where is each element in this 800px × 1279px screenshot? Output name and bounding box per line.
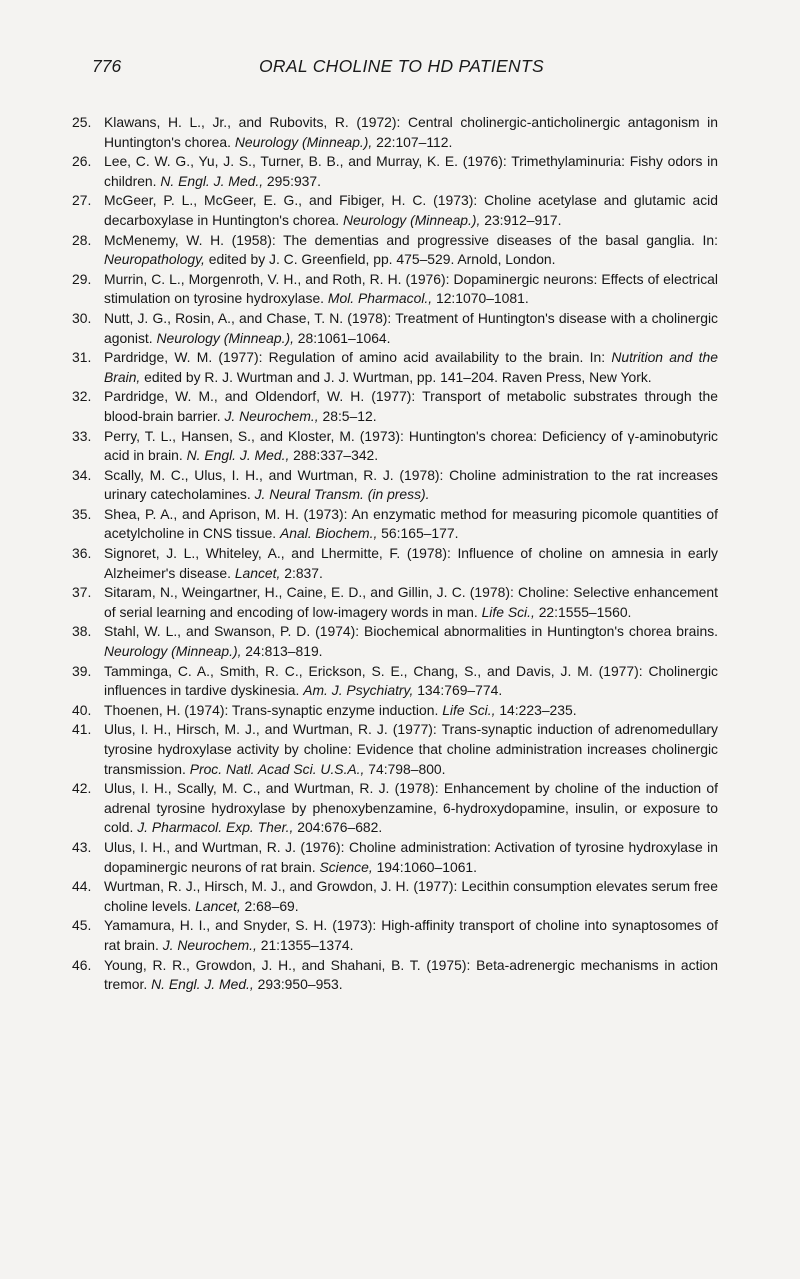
reference-segment: 14:223–235.: [495, 701, 577, 718]
reference-number: 30.: [72, 309, 92, 326]
reference-item: [72, 544, 718, 583]
reference-number: 27.: [72, 192, 92, 209]
reference-segment: Signoret, J. L., Whiteley, A., and Lhermitte, F. (1978): Influence of choline on amnesia in early Alzheimer's disease.: [104, 545, 718, 581]
reference-segment: edited by R. J. Wurtman and J. J. Wurtman, pp. 141–204. Raven Press, New York.: [140, 368, 652, 385]
reference-text: [104, 152, 718, 191]
reference-segment: Klawans, H. L., Jr., and Rubovits, R. (1972): Central cholinergic-anticholinergic antagonism in Huntington's chorea.: [104, 114, 718, 150]
reference-item: [72, 838, 718, 877]
running-title: ORAL CHOLINE TO HD PATIENTS: [259, 56, 544, 76]
reference-source: Neurology (Minneap.),: [234, 133, 373, 150]
reference-source: Neurology (Minneap.),: [156, 329, 294, 346]
reference-number: 37.: [72, 584, 92, 601]
reference-segment: Nutt, J. G., Rosin, A., and Chase, T. N. (1978): Treatment of Huntington's disease with a cholinergic agonist.: [104, 309, 718, 346]
reference-segment: Pardridge, W. M. (1977): Regulation of amino acid availability to the brain. In:: [104, 349, 612, 366]
reference-segment: McMenemy, W. H. (1958): The dementias and progressive diseases of the basal ganglia. In:: [104, 231, 718, 248]
reference-text: [104, 544, 718, 583]
reference-text: [104, 113, 718, 152]
reference-segment: 12:1070–1081.: [432, 290, 529, 307]
reference-text: [104, 231, 718, 270]
reference-segment: Perry, T. L., Hansen, S., and Kloster, M. (1973): Huntington's chorea: Deficiency of γ-aminobutyric acid in brain.: [104, 427, 718, 464]
reference-segment: 22:107–112.: [372, 133, 453, 150]
reference-segment: 21:1355–1374.: [256, 936, 354, 953]
reference-segment: Tamminga, C. A., Smith, R. C., Erickson, S. E., Chang, S., and Davis, J. M. (1977): Cholinergic influences in tardive dyskinesia.: [104, 662, 718, 699]
reference-segment: 194:1060–1061.: [372, 858, 478, 875]
reference-number: 45.: [72, 917, 92, 934]
reference-item: [72, 916, 718, 955]
reference-number: 46.: [72, 956, 92, 973]
reference-number: 32.: [72, 388, 92, 405]
reference-text: [104, 662, 718, 701]
reference-segment: 56:165–177.: [377, 525, 459, 542]
reference-text: [104, 427, 718, 466]
reference-item: [72, 779, 718, 838]
reference-text: [104, 270, 718, 309]
reference-item: [72, 191, 718, 230]
page-header: [0, 56, 800, 78]
reference-number: 39.: [72, 662, 92, 679]
reference-item: [72, 720, 718, 779]
reference-segment: Murrin, C. L., Morgenroth, V. H., and Roth, R. H. (1976): Dopaminergic neurons: Effects of electrical stimulation on tyrosine hydroxylase.: [104, 270, 718, 307]
reference-number: 31.: [72, 349, 92, 366]
reference-text: [104, 720, 718, 779]
reference-item: [72, 231, 718, 270]
reference-number: 35.: [72, 505, 92, 522]
reference-text: [104, 309, 718, 348]
reference-segment: 293:950–953.: [253, 976, 343, 993]
reference-number: 36.: [72, 545, 92, 562]
reference-segment: 288:337–342.: [289, 447, 379, 464]
reference-segment: McGeer, P. L., McGeer, E. G., and Fibiger, H. C. (1973): Choline acetylase and glutamic acid decarboxylase in Huntington's chorea.: [104, 192, 718, 228]
reference-segment: 24:813–819.: [241, 643, 323, 660]
reference-item: [72, 956, 718, 995]
reference-number: 42.: [72, 780, 92, 797]
reference-source: Neuropathology,: [104, 251, 205, 268]
reference-text: [104, 956, 718, 995]
reference-source: Science,: [319, 858, 373, 875]
reference-item: [72, 877, 718, 916]
reference-text: [104, 348, 718, 387]
reference-text: [104, 779, 718, 838]
reference-segment: Sitaram, N., Weingartner, H., Caine, E. D., and Gillin, J. C. (1978): Choline: Selective enhancement of serial learning and encoding of low-imagery words in man.: [104, 584, 718, 620]
reference-source: Life Sci.,: [481, 603, 535, 620]
reference-source: J. Neurochem.,: [162, 936, 257, 953]
reference-number: 25.: [72, 114, 92, 130]
reference-source: Life Sci.,: [442, 701, 496, 718]
reference-segment: Ulus, I. H., Hirsch, M. J., and Wurtman, R. J. (1977): Trans-synaptic induction of adrenomedullary tyrosine hydroxylase activity by choline: Evidence that choline administration increases cholinergic transmission.: [104, 721, 718, 777]
reference-source: J. Neurochem.,: [224, 407, 319, 424]
reference-text: [104, 701, 718, 721]
reference-item: [72, 113, 718, 152]
page-number: 776: [92, 56, 122, 76]
reference-text: [104, 191, 718, 230]
reference-text: [104, 877, 718, 916]
reference-item: [72, 583, 718, 622]
reference-segment: 2:68–69.: [240, 897, 299, 914]
reference-segment: 22:1555–1560.: [534, 603, 632, 620]
reference-item: [72, 270, 718, 309]
reference-segment: Yamamura, H. I., and Snyder, S. H. (1973): High-affinity transport of choline into synaptosomes of rat brain.: [104, 917, 718, 953]
reference-item: [72, 348, 718, 387]
reference-item: [72, 662, 718, 701]
reference-segment: Wurtman, R. J., Hirsch, M. J., and Growdon, J. H. (1977): Lecithin consumption elevates serum free choline levels.: [104, 878, 718, 914]
reference-source: Nutrition and the Brain,: [104, 349, 718, 385]
reference-item: [72, 505, 718, 544]
reference-number: 34.: [72, 466, 92, 483]
reference-number: 43.: [72, 838, 92, 855]
reference-text: [104, 466, 718, 505]
reference-number: 38.: [72, 623, 92, 640]
reference-source: Am. J. Psychiatry,: [303, 682, 414, 699]
reference-number: 40.: [72, 701, 92, 718]
reference-source: Proc. Natl. Acad Sci. U.S.A.,: [189, 760, 365, 777]
reference-segment: 2:837.: [280, 564, 323, 581]
reference-text: [104, 838, 718, 877]
reference-source: N. Engl. J. Med.,: [160, 172, 264, 189]
reference-source: Lancet,: [195, 897, 241, 914]
reference-segment: 204:676–682.: [293, 819, 383, 836]
reference-source: Mol. Pharmacol.,: [327, 290, 433, 307]
reference-item: [72, 427, 718, 466]
reference-segment: Thoenen, H. (1974): Trans-synaptic enzyme induction.: [104, 701, 443, 718]
reference-text: [104, 583, 718, 622]
reference-segment: Young, R. R., Growdon, J. H., and Shahani, B. T. (1975): Beta-adrenergic mechanisms in action tremor.: [104, 956, 718, 993]
reference-source: J. Neural Transm. (in press).: [254, 486, 430, 503]
reference-segment: Scally, M. C., Ulus, I. H., and Wurtman, R. J. (1978): Choline administration to the rat increases urinary catecholamines.: [104, 466, 718, 503]
reference-source: N. Engl. J. Med.,: [186, 447, 290, 464]
reference-segment: edited by J. C. Greenfield, pp. 475–529. Arnold, London.: [204, 251, 556, 268]
reference-segment: 23:912–917.: [480, 211, 562, 228]
reference-list: [72, 113, 718, 995]
reference-segment: Shea, P. A., and Aprison, M. H. (1973): An enzymatic method for measuring picomole quantities of acetylcholine in CNS tissue.: [104, 505, 718, 542]
reference-item: [72, 701, 718, 721]
reference-segment: Ulus, I. H., and Wurtman, R. J. (1976): Choline administration: Activation of tyrosine hydroxylase in dopaminergic neurons of rat brain.: [104, 838, 718, 875]
reference-source: J. Pharmacol. Exp. Ther.,: [137, 819, 294, 836]
reference-number: 28.: [72, 231, 92, 248]
reference-segment: Lee, C. W. G., Yu, J. S., Turner, B. B., and Murray, K. E. (1976): Trimethylaminuria: Fishy odors in children.: [104, 153, 718, 189]
reference-segment: 74:798–800.: [364, 760, 446, 777]
reference-text: [104, 916, 718, 955]
reference-text: [104, 387, 718, 426]
reference-item: [72, 387, 718, 426]
reference-item: [72, 622, 718, 661]
reference-segment: Stahl, W. L., and Swanson, P. D. (1974): Biochemical abnormalities in Huntington's chorea brains.: [104, 623, 718, 640]
reference-segment: Ulus, I. H., Scally, M. C., and Wurtman, R. J. (1978): Enhancement by choline of the induction of adrenal tyrosine hydroxylase by phenoxybenzamine, 6-hydroxydopamine, insulin, or exposure to cold.: [104, 780, 718, 836]
reference-item: [72, 152, 718, 191]
reference-source: Neurology (Minneap.),: [104, 643, 242, 660]
reference-item: [72, 466, 718, 505]
reference-number: 33.: [72, 427, 92, 444]
reference-source: Lancet,: [234, 564, 281, 581]
reference-segment: 134:769–774.: [413, 682, 503, 699]
reference-number: 44.: [72, 878, 92, 895]
reference-source: Anal. Biochem.,: [280, 525, 378, 542]
reference-source: Neurology (Minneap.),: [342, 211, 481, 228]
reference-number: 26.: [72, 153, 92, 170]
reference-segment: 28:1061–1064.: [293, 329, 391, 346]
reference-segment: Pardridge, W. M., and Oldendorf, W. H. (1977): Transport of metabolic substrates through the blood-brain barrier.: [104, 388, 718, 424]
reference-text: [104, 505, 718, 544]
reference-segment: 295:937.: [263, 172, 321, 189]
reference-source: N. Engl. J. Med.,: [151, 976, 254, 993]
reference-number: 41.: [72, 721, 92, 738]
reference-number: 29.: [72, 270, 92, 287]
reference-text: [104, 622, 718, 661]
reference-item: [72, 309, 718, 348]
reference-segment: 28:5–12.: [318, 407, 377, 424]
